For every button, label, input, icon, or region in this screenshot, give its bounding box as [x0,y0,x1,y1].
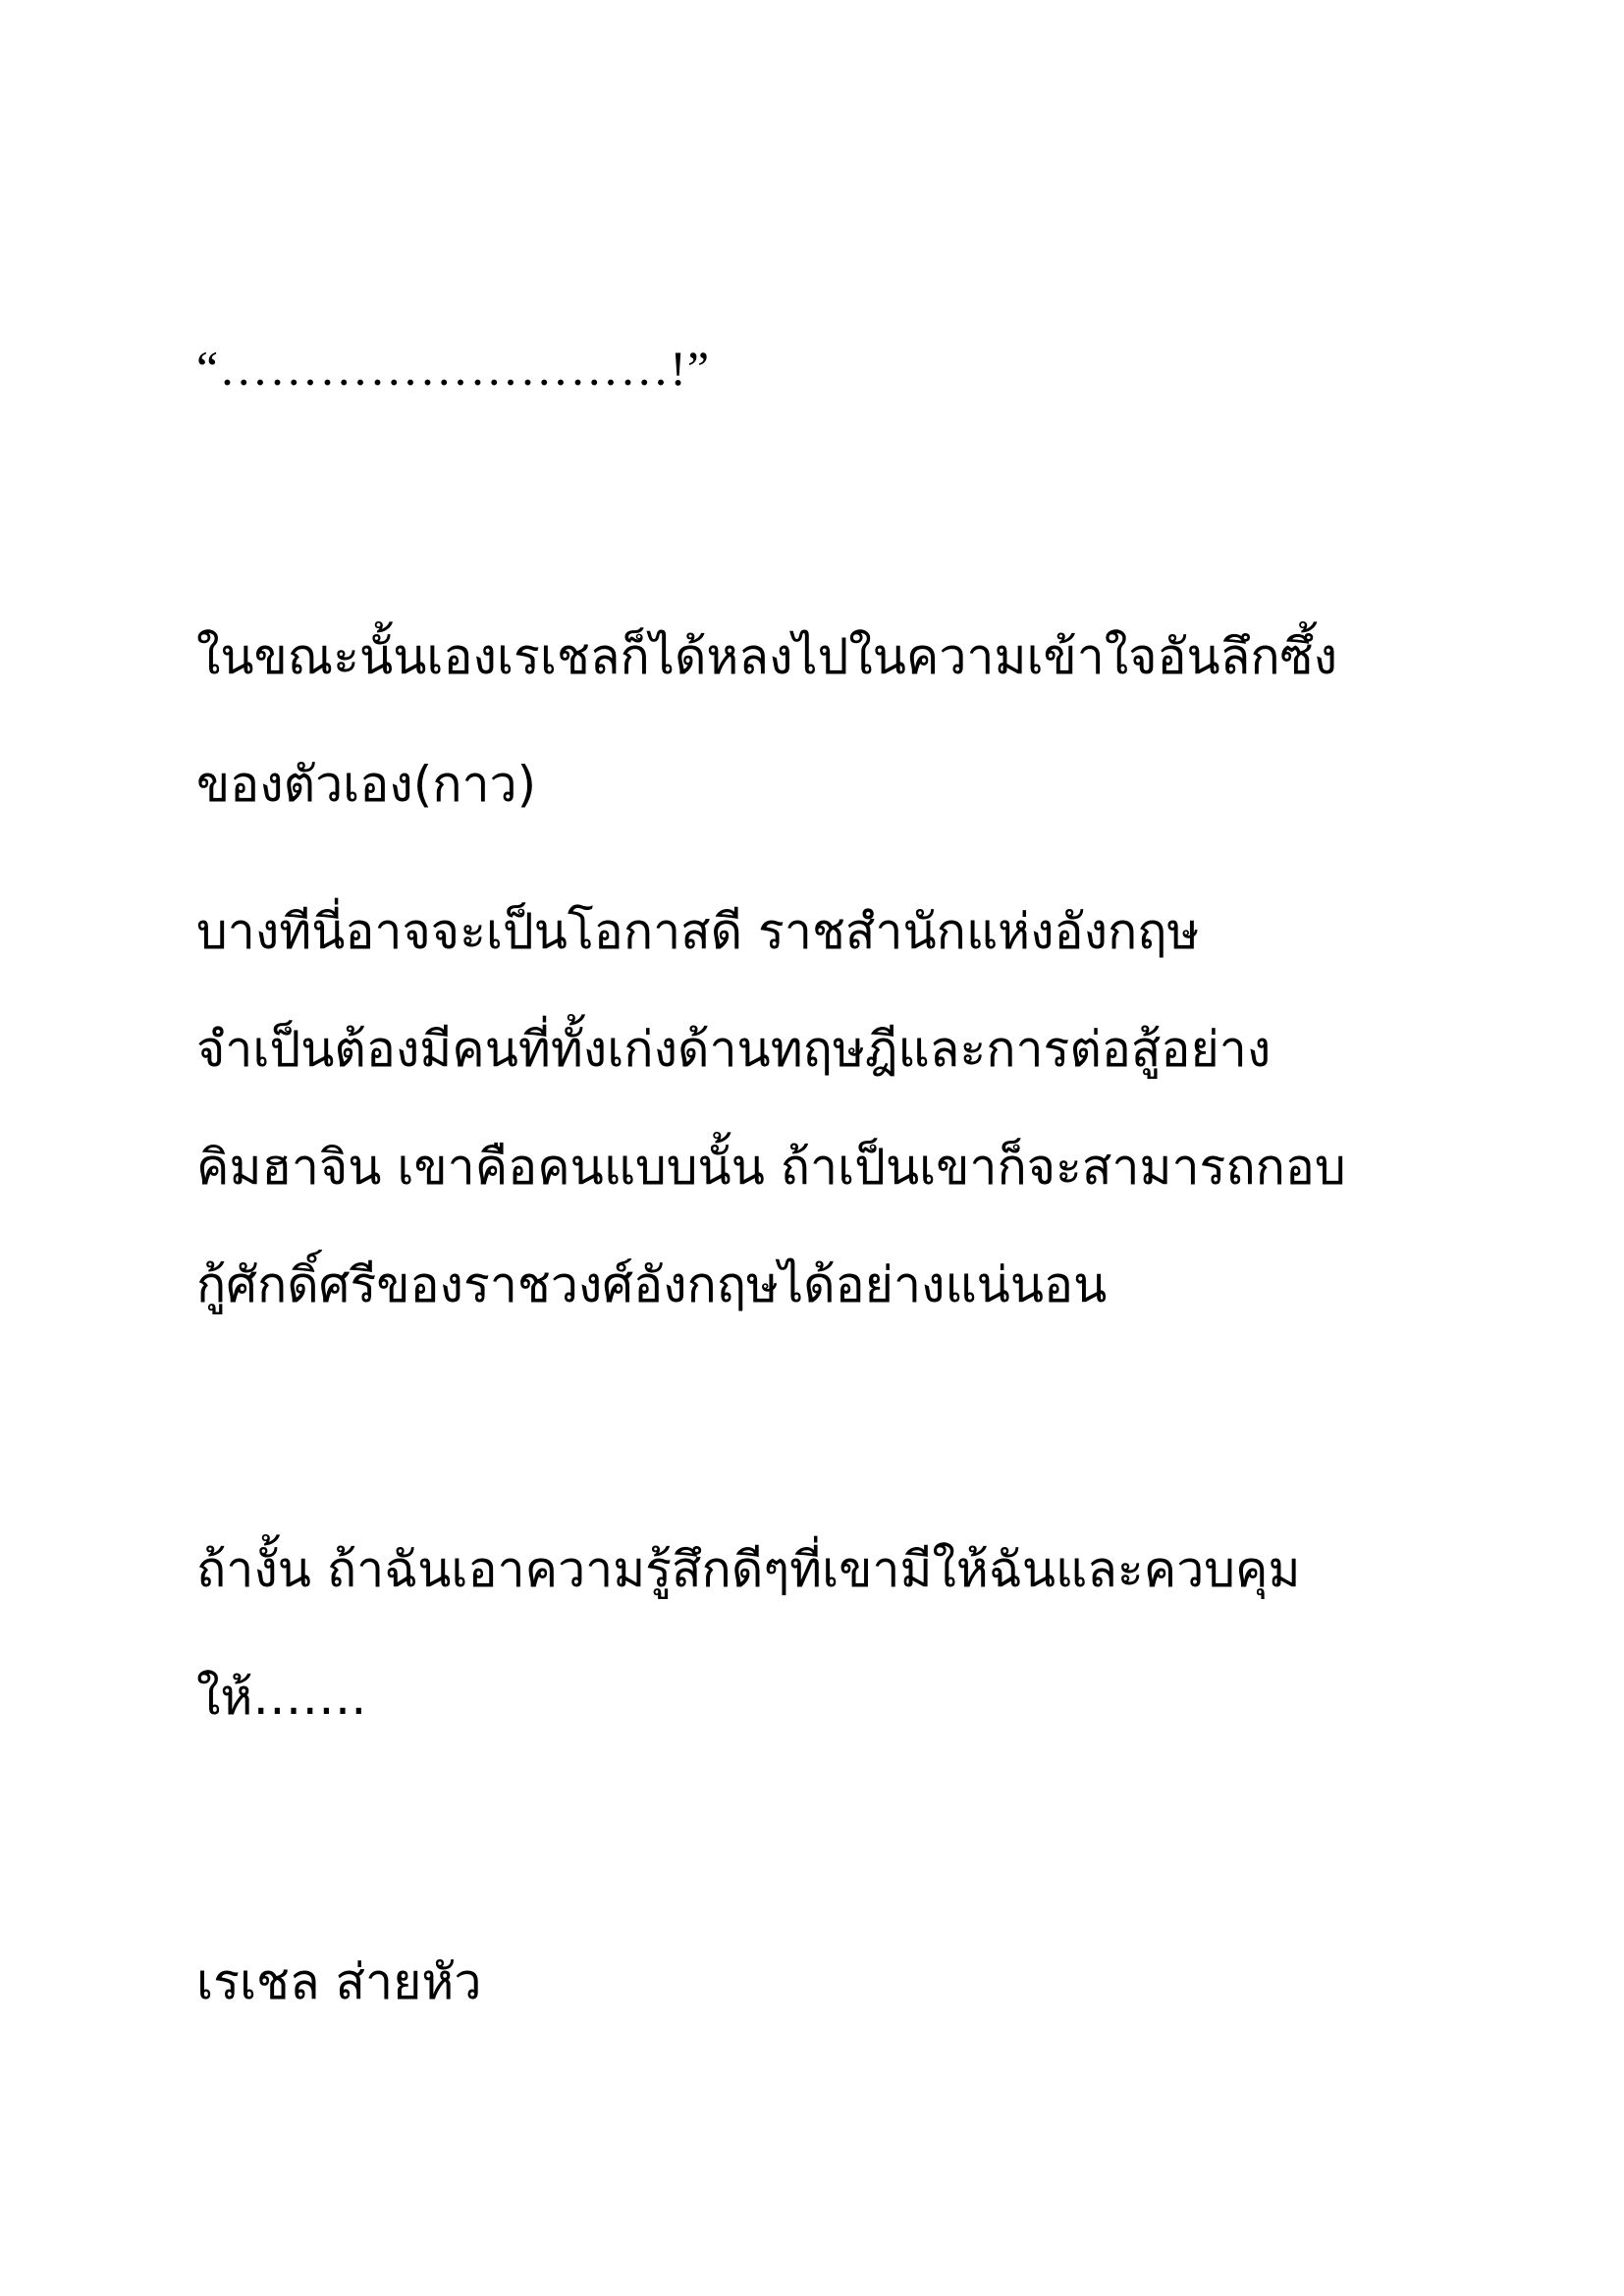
dialogue-line: “………………………!” [196,341,711,396]
paragraph-line: ถ้างั้น ถ้าฉันเอาความรู้สึกดีๆที่เขามีให้ฉันและควบคุม [196,1541,1301,1598]
paragraph-line: จำเป็นต้องมีคนที่ทั้งเก่งด้านทฤษฎีและการต่อสู้อย่าง [196,1021,1272,1078]
paragraph-line: ในขณะนั้นเองเรเชลก็ได้หลงไปในความเข้าใจอันลึกซึ้ง [196,628,1337,685]
paragraph-line: ให้……. [196,1669,367,1726]
paragraph-line: เรเชล ส่ายหัว [196,1953,482,2010]
paragraph-line: บางทีนี่อาจจะเป็นโอกาสดี ราชสำนักแห่งอังกฤษ [196,903,1200,960]
paragraph-line: กู้ศักดิ์ศรีของราชวงศ์อังกฤษได้อย่างแน่นอน [196,1256,1108,1313]
paragraph-line: ของตัวเอง(กาว) [196,756,537,813]
paragraph-line: คิมฮาจิน เขาคือคนแบบนั้น ถ้าเป็นเขาก็จะสามารถกอบ [196,1139,1346,1196]
